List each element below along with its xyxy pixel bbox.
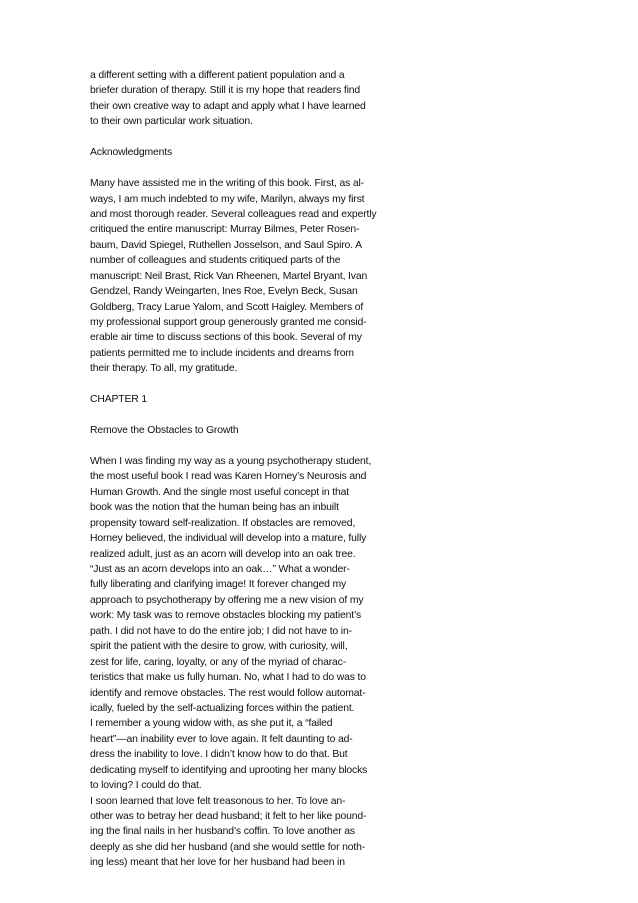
text-line: spirit the patient with the desire to grow, with curiosity, will,	[90, 641, 348, 653]
text-line: number of colleagues and students critiqued parts of the	[90, 255, 341, 267]
text-line: to their own particular work situation.	[90, 116, 253, 128]
text-line: and most thorough reader. Several colleagues read and expertly	[90, 208, 377, 220]
text-line: zest for life, caring, loyalty, or any of the myriad of charac-	[90, 656, 347, 668]
chapter-title	[90, 423, 410, 438]
text-line: propensity toward self-realization. If obstacles are removed,	[90, 517, 356, 529]
text-line: critiqued the entire manuscript: Murray Bilmes, Peter Rosen-	[90, 224, 360, 236]
text-line: deeply as she did her husband (and she would settle for noth-	[90, 841, 366, 853]
text-line: their own creative way to adapt and apply what I have learned	[90, 100, 366, 112]
text-line: work: My task was to remove obstacles blocking my patient’s	[90, 610, 362, 622]
text-line: ically, fueled by the self-actualizing forces within the patient.	[90, 702, 355, 714]
document-page	[90, 68, 410, 871]
intro-paragraph	[90, 68, 410, 130]
text-line: the most useful book I read was Karen Horney’s Neurosis and	[90, 471, 367, 483]
text-line: ing the final nails in her husband’s coffin. To love another as	[90, 826, 355, 838]
text-line: approach to psychotherapy by offering me a new vision of my	[90, 594, 364, 606]
paragraph-spacer	[90, 377, 410, 392]
text-line: realized adult, just as an acorn will develop into an oak tree.	[90, 548, 356, 560]
text-line: Many have assisted me in the writing of this book. First, as al-	[90, 178, 364, 190]
text-line: fully liberating and clarifying image! It forever changed my	[90, 579, 347, 591]
text-line: manuscript: Neil Brast, Rick Van Rheenen, Martel Bryant, Ivan	[90, 270, 368, 282]
text-line: heart”—an inability ever to love again. It felt daunting to ad-	[90, 733, 353, 745]
text-line: Gendzel, Randy Weingarten, Ines Roe, Evelyn Beck, Susan	[90, 286, 358, 298]
text-line: Remove the Obstacles to Growth	[90, 425, 239, 437]
paragraph-spacer	[90, 408, 410, 423]
paragraph-spacer	[90, 439, 410, 454]
acknowledgments-heading	[90, 145, 410, 160]
text-line: baum, David Spiegel, Ruthellen Josselson, and Saul Spiro. A	[90, 239, 362, 251]
text-line: I remember a young widow with, as she put it, a “failed	[90, 718, 333, 730]
text-line: erable air time to discuss sections of this book. Several of my	[90, 332, 362, 344]
text-line: I soon learned that love felt treasonous to her. To love an-	[90, 795, 346, 807]
text-line: briefer duration of therapy. Still it is my hope that readers find	[90, 85, 361, 97]
text-line: my professional support group generously granted me consid-	[90, 317, 367, 328]
chapter-number	[90, 392, 410, 407]
paragraph-spacer	[90, 130, 410, 145]
text-line: book was the notion that the human being has an inbuilt	[90, 502, 339, 514]
text-line: path. I did not have to do the entire job; I did not have to in-	[90, 625, 352, 637]
text-line: ing less) meant that her love for her husband had been in	[90, 857, 345, 869]
text-line: Goldberg, Tracy Larue Yalom, and Scott Haigley. Members of	[90, 301, 364, 313]
text-line: CHAPTER 1	[90, 394, 147, 406]
text-line: other was to betray her dead husband; it felt to her like pound-	[90, 811, 367, 822]
text-line: dedicating myself to identifying and uprooting her many blocks	[90, 764, 368, 776]
text-line: patients permitted me to include incidents and dreams from	[90, 347, 354, 359]
text-line: “Just as an acorn develops into an oak…” What a wonder-	[90, 564, 350, 575]
text-line: ways, I am much indebted to my wife, Marilyn, always my first	[90, 193, 365, 205]
chapter-body	[90, 454, 410, 871]
text-line: dress the inability to love. I didn’t know how to do that. But	[90, 749, 348, 761]
text-line: to loving? I could do that.	[90, 780, 202, 792]
text-line: Horney believed, the individual will develop into a mature, fully	[90, 533, 367, 545]
text-line: identify and remove obstacles. The rest would follow automat-	[90, 687, 366, 699]
acknowledgments-paragraph	[90, 176, 410, 377]
paragraph-spacer	[90, 161, 410, 176]
text-line: When I was finding my way as a young psychotherapy student,	[90, 455, 372, 467]
text-line: teristics that make us fully human. No, what I had to do was to	[90, 672, 366, 684]
text-line: Acknowledgments	[90, 147, 173, 159]
text-line: a different setting with a different patient population and a	[90, 70, 345, 81]
text-line: their therapy. To all, my gratitude.	[90, 363, 238, 375]
text-line: Human Growth. And the single most useful concept in that	[90, 486, 350, 498]
